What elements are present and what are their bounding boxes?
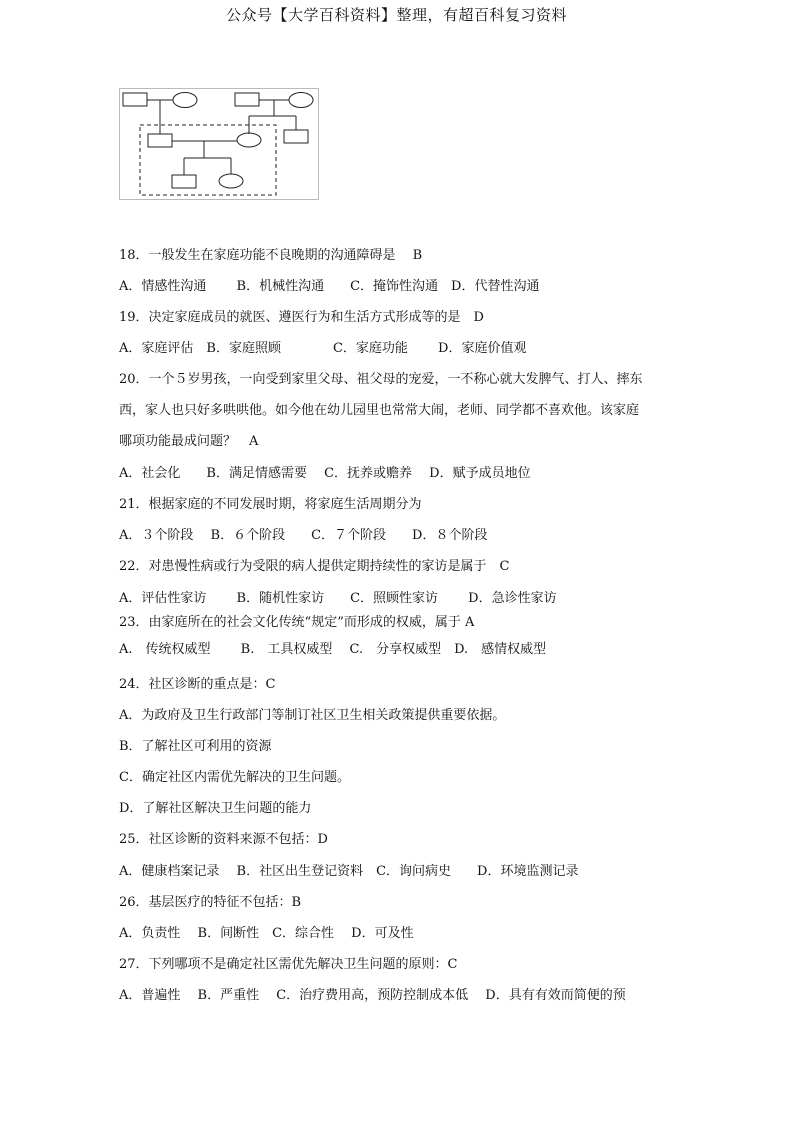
son-square	[172, 175, 196, 188]
uncle-square	[284, 130, 308, 143]
question-19-options: A．家庭评估 B．家庭照顾 C．家庭功能 D．家庭价值观	[119, 341, 527, 356]
question-25-options: A．健康档案记录 B．社区出生登记资料 C．询问病史 D．环境监测记录	[119, 864, 579, 879]
question-21-options: A．３个阶段 B．６个阶段 C．７个阶段 D．８个阶段	[119, 528, 488, 543]
question-22-options: A．评估性家访 B．随机性家访 C．照顾性家访 D．急诊性家访	[119, 591, 557, 606]
daughter-circle	[219, 174, 243, 188]
question-20-line-1: 20．一个５岁男孩，一向受到家里父母、祖父母的宠爱，一不称心就大发脾气、打人、摔东	[119, 372, 643, 387]
question-24-option-c: C．确定社区内需优先解决的卫生问题。	[119, 770, 350, 785]
question-24: 24．社区诊断的重点是：C	[119, 677, 276, 692]
household-boundary	[140, 125, 276, 195]
question-24-option-d: D．了解社区解决卫生问题的能力	[119, 801, 312, 816]
family-genogram-diagram	[119, 88, 319, 200]
question-26: 26．基层医疗的特征不包括：B	[119, 895, 302, 910]
father-square	[148, 134, 172, 147]
question-23-options: A. 传统权威型 B. 工具权威型 C. 分享权威型 D. 感情权威型	[119, 642, 547, 657]
grandmother-circle	[173, 93, 197, 108]
grandmother-circle	[289, 93, 313, 108]
question-18-options: A．情感性沟通 B．机械性沟通 C．掩饰性沟通 D．代替性沟通	[119, 279, 540, 294]
question-24-option-a: A．为政府及卫生行政部门等制订社区卫生相关政策提供重要依据。	[119, 708, 506, 723]
question-27: 27．下列哪项不是确定社区需优先解决卫生问题的原则：C	[119, 957, 458, 972]
question-20-options: A．社会化 B．满足情感需要 C．抚养或赡养 D．赋予成员地位	[119, 466, 531, 481]
question-20-line-3: 哪项功能最成问题？ A	[119, 434, 259, 449]
question-21: 21．根据家庭的不同发展时期，将家庭生活周期分为	[119, 497, 422, 512]
question-25: 25．社区诊断的资料来源不包括：D	[119, 832, 328, 847]
question-20-line-2: 西，家人也只好多哄哄他。如今他在幼儿园里也常常大闹，老师、同学都不喜欢他。该家庭	[119, 403, 640, 418]
question-22: 22．对患慢性病或行为受限的病人提供定期持续性的家访是属于 C	[119, 559, 510, 574]
question-27-options: A．普遍性 B．严重性 C．治疗费用高，预防控制成本低 D．具有有效而简便的预	[119, 988, 626, 1003]
grandfather-square	[235, 93, 259, 106]
question-23: 23．由家庭所在的社会文化传统“规定”而形成的权威，属于 A	[119, 615, 475, 630]
question-24-option-b: B．了解社区可利用的资源	[119, 739, 272, 754]
question-19: 19．决定家庭成员的就医、遵医行为和生活方式形成等的是 D	[119, 310, 484, 325]
grandfather-square	[123, 93, 147, 106]
mother-circle	[237, 133, 261, 147]
question-18: 18．一般发生在家庭功能不良晚期的沟通障碍是 B	[119, 248, 423, 263]
page-header: 公众号【大学百科资料】整理，有超百科复习资料	[225, 6, 567, 24]
question-26-options: A．负责性 B．间断性 C．综合性 D．可及性	[119, 926, 414, 941]
